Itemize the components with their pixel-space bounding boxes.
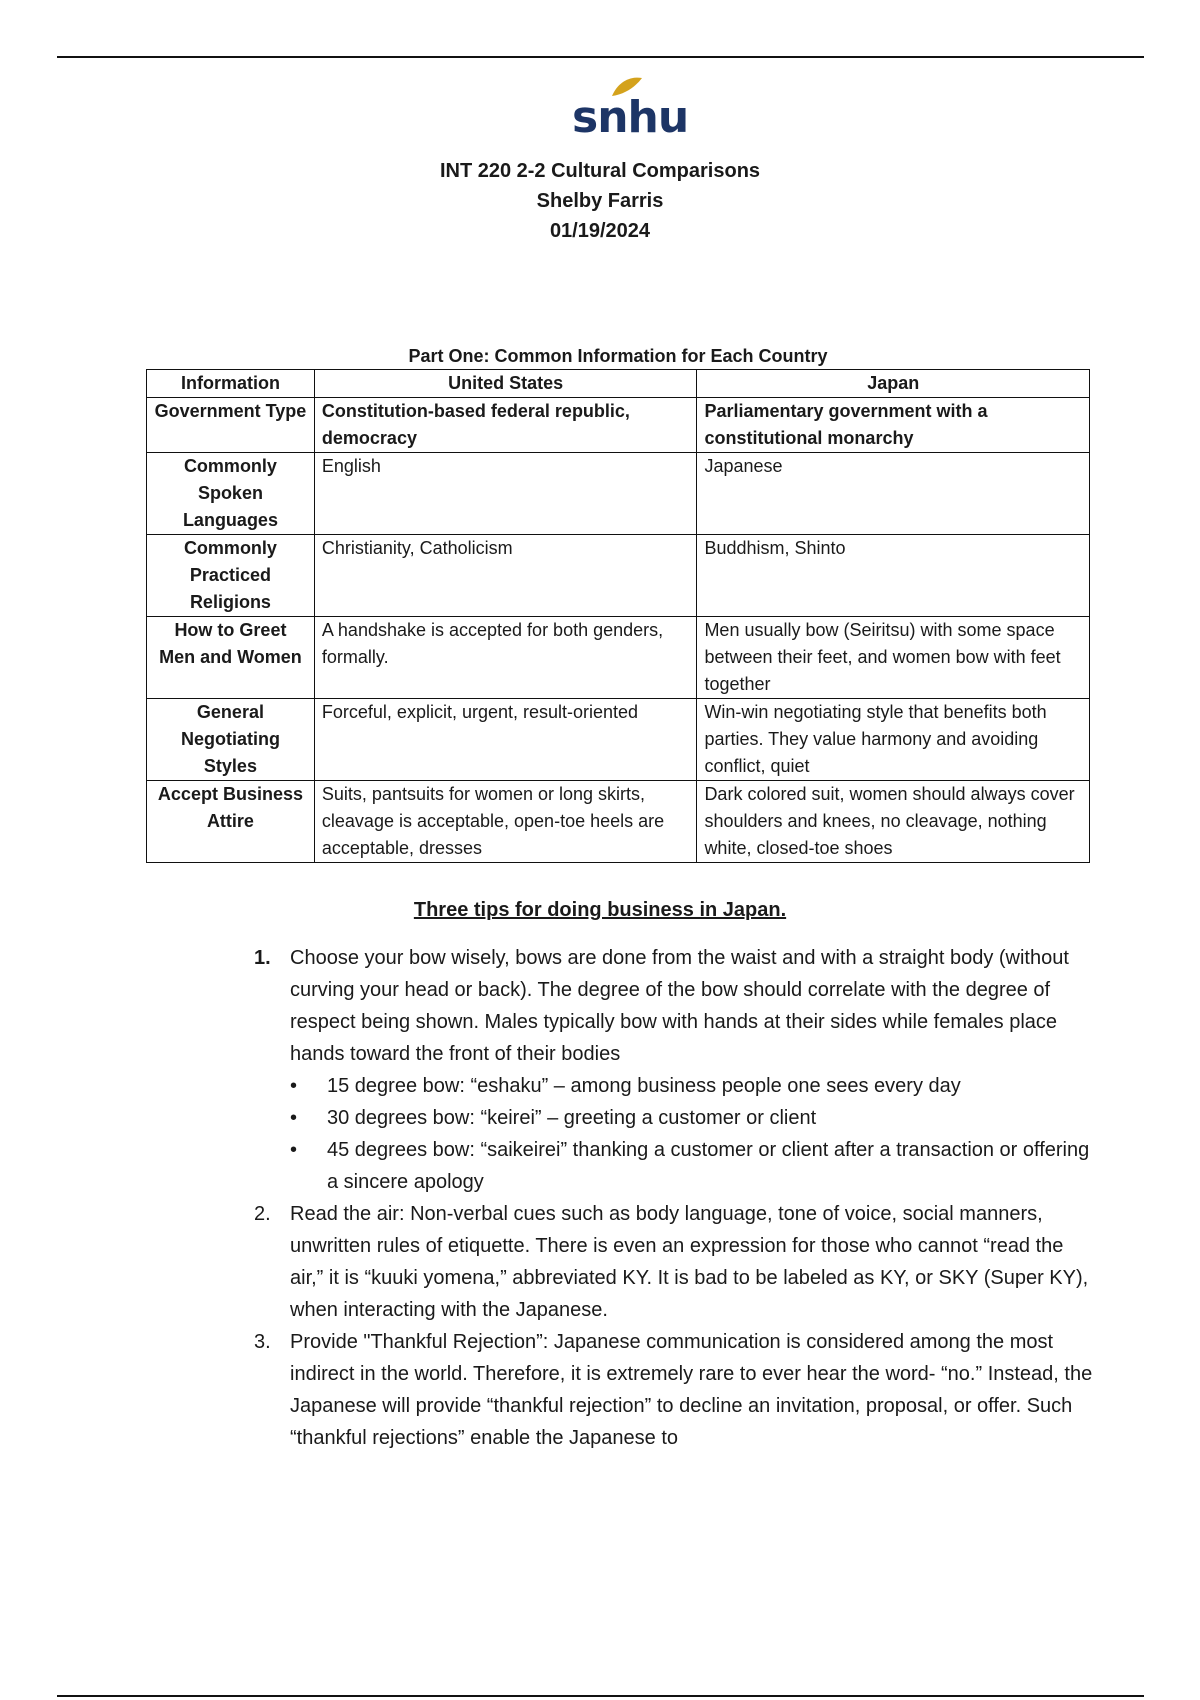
cell-japan: Dark colored suit, women should always cover shoulders and knees, no cleavage, nothing white, closed-toe shoes xyxy=(697,781,1090,863)
cell-us: Forceful, explicit, urgent, result-oriented xyxy=(314,699,697,781)
cell-us: English xyxy=(314,453,697,535)
author-name: Shelby Farris xyxy=(536,190,664,212)
snhu-logo xyxy=(572,76,689,143)
document-header xyxy=(0,156,1200,246)
cell-japan: Buddhism, Shinto xyxy=(697,535,1090,617)
bullet-icon: • xyxy=(290,1075,298,1097)
bullet-text: 15 degree bow: “eshaku” – among business people one sees every day xyxy=(327,1075,961,1097)
table-row xyxy=(147,699,1090,781)
bottom-rule xyxy=(57,1695,1144,1697)
row-label: Accept Business Attire xyxy=(147,781,315,863)
table-row xyxy=(147,398,1090,453)
bullet-item xyxy=(254,1134,1094,1198)
bullet-item xyxy=(254,1070,1094,1102)
table-header-row xyxy=(147,370,1090,398)
course-title: INT 220 2-2 Cultural Comparisons xyxy=(439,160,761,182)
cell-us: Constitution-based federal republic, democracy xyxy=(314,398,697,453)
comparison-table xyxy=(146,369,1090,863)
bullet-text: 45 degrees bow: “saikeirei” thanking a customer or client after a transaction or offering a sincere apology xyxy=(327,1139,1090,1193)
top-rule xyxy=(57,56,1144,58)
table-caption: Part One: Common Information for Each Country xyxy=(408,346,828,366)
list-item xyxy=(254,1198,1094,1326)
row-label: Commonly Practiced Religions xyxy=(147,535,315,617)
header-information: Information xyxy=(147,370,315,398)
tips-title: Three tips for doing business in Japan. xyxy=(413,899,787,921)
list-item xyxy=(254,1326,1094,1454)
tip-number: 1. xyxy=(254,947,271,969)
tips-list xyxy=(254,942,1094,1454)
tip-number: 2. xyxy=(254,1203,271,1225)
tip-text: Read the air: Non-verbal cues such as body language, tone of voice, social manners, unwritten rules of etiquette. There is even an expression for those who cannot “read the air,” it is “kuuki yomena,” abbreviated KY. It is bad to be labeled as KY, or SKY (Super KY), when interacting with the Japanese. xyxy=(290,1203,1089,1321)
list-item xyxy=(254,942,1094,1070)
cell-japan: Men usually bow (Seiritsu) with some space between their feet, and women bow with feet together xyxy=(697,617,1090,699)
header-japan: Japan xyxy=(697,370,1090,398)
cell-us: A handshake is accepted for both genders, formally. xyxy=(314,617,697,699)
row-label: How to Greet Men and Women xyxy=(147,617,315,699)
cell-us: Suits, pantsuits for women or long skirts, cleavage is acceptable, open-toe heels are acceptable, dresses xyxy=(314,781,697,863)
bow-bullets xyxy=(254,1070,1094,1198)
tip-text: Provide "Thankful Rejection”: Japanese communication is considered among the most indirect in the world. Therefore, it is extremely rare to ever hear the word- “no.” Instead, the Japanese will provide “thankful rejection” to decline an invitation, proposal, or offer. Such “thankful rejections” enable the Japanese to xyxy=(290,1331,1093,1449)
logo-wordmark: snhu xyxy=(572,92,689,143)
row-label: Government Type xyxy=(147,398,315,453)
header-united-states: United States xyxy=(314,370,697,398)
cell-us: Christianity, Catholicism xyxy=(314,535,697,617)
document-date: 01/19/2024 xyxy=(549,220,651,242)
table-row xyxy=(147,535,1090,617)
bullet-item xyxy=(254,1102,1094,1134)
cell-japan: Japanese xyxy=(697,453,1090,535)
table-row xyxy=(147,617,1090,699)
row-label: General Negotiating Styles xyxy=(147,699,315,781)
bullet-text: 30 degrees bow: “keirei” – greeting a customer or client xyxy=(327,1107,817,1129)
row-label: Commonly Spoken Languages xyxy=(147,453,315,535)
table-row xyxy=(147,781,1090,863)
table-row xyxy=(147,453,1090,535)
cell-japan: Win-win negotiating style that benefits both parties. They value harmony and avoiding conflict, quiet xyxy=(697,699,1090,781)
cell-japan: Parliamentary government with a constitutional monarchy xyxy=(697,398,1090,453)
bullet-icon: • xyxy=(290,1107,298,1129)
tip-number: 3. xyxy=(254,1331,271,1353)
tip-text: Choose your bow wisely, bows are done from the waist and with a straight body (without curving your head or back). The degree of the bow should correlate with the degree of respect being shown. Males typically bow with hands at their sides while females place hands toward the front of their bodies xyxy=(290,947,1069,1065)
bullet-icon: • xyxy=(290,1139,298,1161)
